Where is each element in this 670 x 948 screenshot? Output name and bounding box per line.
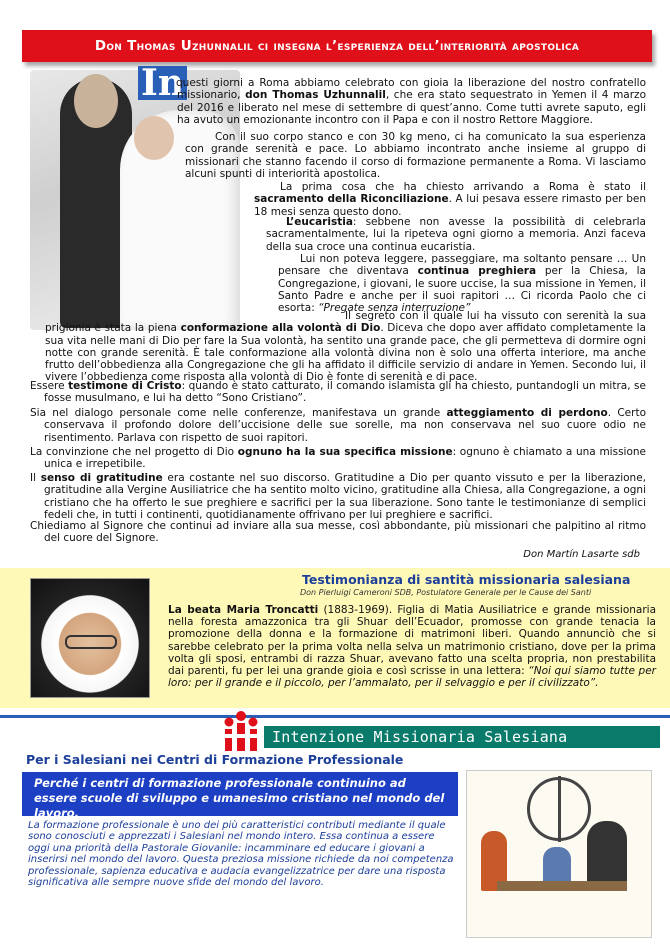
- intention-prayer: Perché i centri di formazione professionale continuino ad essere scuole di sviluppo e umanesimo cristiano nel mondo del lavoro.: [22, 772, 458, 816]
- intention-header: Intenzione Missionaria Salesiana: [264, 726, 660, 748]
- p3-text-end: . A lui pesava essere rimasto per ben 18 mesi senza questo dono.: [254, 193, 646, 218]
- p4-text: : sebbene non avesse la possibilità di celebrarla sacramentalmente, lui la ripeteva ogni giorno a memoria. Anzi faceva della sua croce una continua eucaristia.: [266, 216, 646, 253]
- p5-text-mid: per la Chiesa, la Congregazione, i giovani, le suore uccise, la sua missione in Yemen, il Santo Padre e anche per il suoi rapitori … Ci ricorda Paolo che ci esorta:: [278, 265, 646, 315]
- paragraph-9: [30, 446, 646, 471]
- p8-text: Sia nel dialogo personale come nelle conferenze, manifestava un grande: [30, 407, 447, 419]
- p6-text: Il segreto con il quale lui ha vissuto con serenità la sua prigionia è stata la piena: [45, 310, 646, 335]
- p9-text: La convinzione che nel progetto di Dio: [30, 446, 238, 458]
- p7-text: Essere: [30, 380, 69, 392]
- p7-bold: testimone di Cristo: [68, 380, 182, 392]
- p11-text: Chiediamo al Signore che continui ad inviare alla sua messe, così abbondante, più missionari che palpitino al ritmo del cuore del Signore.: [30, 520, 646, 545]
- p9-bold: ognuno ha la sua specifica missione: [237, 446, 453, 458]
- testimony-text: [168, 604, 656, 689]
- p2-text: Con il suo corpo stanco e con 30 kg meno, ci ha comunicato la sua esperienza con grande serenità e pace. Lo abbiamo incontrato anche insieme al gruppo di missionari che stanno facendo il corso di formazione permanente a Roma. Vi lasciamo alcuni spunti di interiorità apostolica.: [185, 131, 646, 180]
- signature: Don Martín Lasarte sdb: [523, 549, 640, 560]
- page-title: Don Thomas Uzhunnalil ci insegna l’esperienza dell’interiorità apostolica: [94, 38, 580, 54]
- p3-text: La prima cosa che ha chiesto arrivando a Roma è stato il: [280, 181, 646, 193]
- p5-bold: continua preghiera: [417, 265, 537, 278]
- p7-text-end: : quando è stato catturato, il comando islamista gli ha chiesto, puntandogli un mitra, se fosse musulmano, e lui ha detto “Sono Cristiano”.: [44, 380, 646, 405]
- p10-bold: senso di gratitudine: [40, 472, 163, 484]
- glasses-shape: [65, 635, 117, 649]
- paragraph-5: [278, 253, 646, 314]
- testimony-name: La beata Maria Troncatti: [168, 604, 319, 616]
- paragraph-3: [254, 181, 646, 218]
- paragraph-6: [45, 310, 646, 384]
- p1-text-end: , che era stato sequestrato in Yemen il 4 marzo del 2016 e liberato nel mese di settembre di quest’anno. Come tutti avrete saputo, egli ha avuto un emozionante incontro con il Papa e con il nostro Rettore Maggiore.: [177, 89, 646, 126]
- testimony-title: Testimonianza di santità missionaria salesiana: [302, 572, 631, 587]
- portrait-nun: [30, 578, 150, 698]
- title-banner: [22, 30, 652, 62]
- testimony-quote: “Noi qui siamo tutte per loro: per il grande e il piccolo, per l’ammalato, per il selvaggio e per il civilizzato”.: [168, 665, 656, 690]
- paragraph-11: [30, 520, 646, 545]
- paragraph-1: [177, 77, 646, 126]
- paragraph-10: [30, 472, 646, 521]
- paragraph-2: [185, 131, 646, 180]
- paragraph-4: [266, 216, 646, 253]
- p8-text-end: . Certo conservava il profondo dolore dell’uccisione delle sue sorelle, ma non conservava nel suo cuore odio ne risentimento. Parlava con rispetto de suoi rapitori.: [44, 407, 646, 444]
- testimony-body: (1883-1969). Figlia di Matia Ausiliatrice e grande missionaria nella foresta amazzonica tra gli Shuar dell’Ecuador, promosse con grande tenacia la promozione della donna e la formazione di matrimoni liberi. Quando annunciò che si sarebbe celebrato per la prima volta nella selva un matrimonio cristiano, dove per la prima volta gli sposi, entrambi di razza Shuar, avevano fatto una scelta propria, non prestabilita dai parenti, fu per lei una grande gioia e così scrisse in una lettera:: [168, 604, 656, 678]
- intention-text: La formazione professionale è uno dei più caratteristici contributi mediante il quale sono conosciuti e apprezzati i Salesiani nel mondo intero. Essa continua a essere oggi una priorità della Pastorale Giovanile: incamminare ed educare i giovani a inserirsi nel mondo del lavoro. Questa preziosa missione richiede da noi competenza professionale, sapienza educativa e audacia evangelizzatrice per dare una risposta significativa alle sempre nuove sfide del mondo del lavoro.: [28, 820, 454, 889]
- divider-line: [0, 715, 670, 718]
- p6-text-end: . Diceva che dopo aver affidato completamente la sua vita nelle mani di Dio per fare la Sua volontà, ha sentito una grande pace, che gli permetteva di dormire ogni notte con grande serenità. È tale conformazione alla volontà divina non è solo una offerta interiore, ma anche frutto dell’obbedienza alla Congregazione che gli ha affidato il difficile servizio di andare in Yemen. Secondo lui, il vivere l’obbedienza come risposta alla volontà di Dio è fonte di serenità e di pace.: [45, 322, 646, 384]
- p8-bold: atteggiamento di perdono: [446, 407, 608, 419]
- p5-text: Lui non poteva leggere, passeggiare, ma soltanto pensare … Un pensare che diventava: [278, 253, 646, 278]
- p1-bold: don Thomas Uzhunnalil: [245, 89, 386, 102]
- paragraph-8: [30, 407, 646, 444]
- p5-quote: “Pregate senza interruzione”: [318, 302, 471, 315]
- drop-cap: In: [138, 66, 187, 100]
- photo-head-left: [74, 74, 118, 128]
- p10-text-end: era costante nel suo discorso. Gratitudine a Dio per quanto vissuto e per la liberazione, gratitudine alla Vergine Ausiliatrice che ha sentito molto vicino, gratitudine alla Chiesa, alla Congregazione, a ogni cristiano che ha offerto le sue preghiere e sacrifici per la sua liberazione. Sono tante le testimonianze di semplici fedeli che, in tutti i continenti, quotidianamente offrivano per lui preghiere e sacrifici.: [44, 472, 646, 521]
- table-shape: [497, 881, 627, 891]
- p4-bold: L’eucaristia: [286, 216, 353, 228]
- workshop-illustration: [466, 770, 652, 938]
- p6-bold: conformazione alla volontà di Dio: [180, 322, 381, 335]
- testimony-subtitle: Don Pierluigi Cameroni SDB, Postulatore Generale per le Cause dei Santi: [300, 588, 592, 597]
- intention-subtitle: Per i Salesiani nei Centri di Formazione Professionale: [26, 752, 404, 767]
- p1-text: questi giorni a Roma abbiamo celebrato con gioia la liberazione del nostro confratello missionario,: [176, 77, 646, 102]
- p9-text-end: : ognuno è chiamato a una missione unica e irrepetibile.: [44, 446, 646, 471]
- p3-bold: sacramento della Riconciliazione: [254, 193, 449, 206]
- photo-head-right: [134, 116, 174, 160]
- p10-text: Il: [30, 472, 41, 484]
- paragraph-7: [30, 380, 646, 405]
- wheel-shape: [527, 777, 591, 841]
- salesian-logo-icon: [218, 708, 264, 752]
